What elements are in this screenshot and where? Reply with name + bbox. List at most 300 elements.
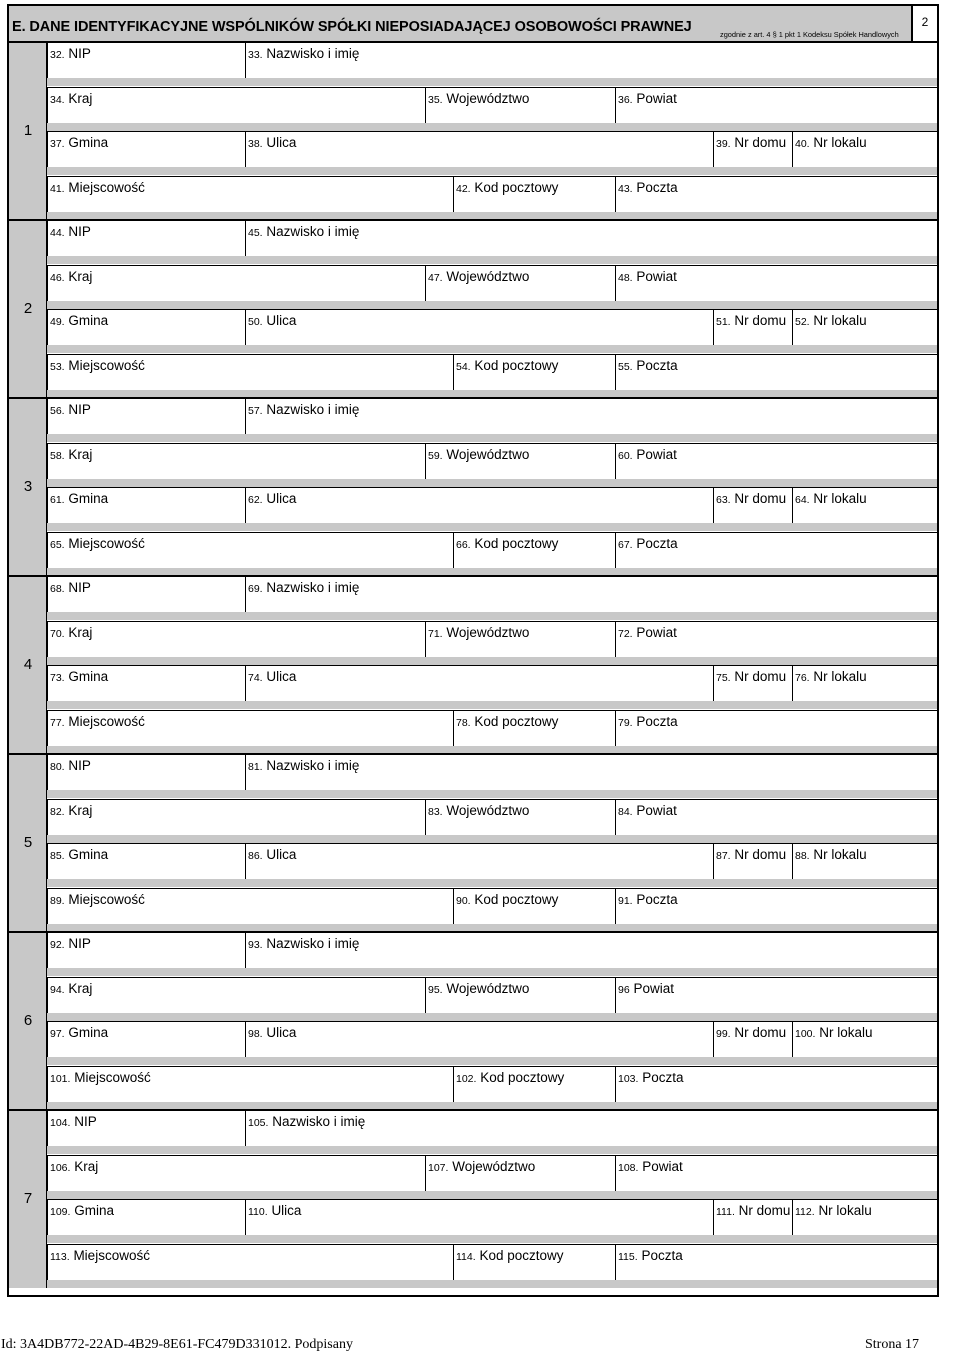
field-label: [50, 447, 92, 462]
field-kod-pocztowy[interactable]: [453, 532, 615, 568]
field-label: [248, 135, 296, 150]
field-label: [50, 358, 145, 373]
field-label: [248, 313, 296, 328]
field-poczta[interactable]: [615, 1066, 937, 1102]
field-nr-lokalu[interactable]: [792, 1199, 937, 1235]
field-nazwisko-i-imie[interactable]: [245, 754, 937, 790]
field-label: [618, 981, 674, 996]
row-separator: [47, 256, 937, 264]
field-miejscowosc[interactable]: [47, 532, 453, 568]
field-label: [248, 669, 296, 684]
field-kod-pocztowy[interactable]: [453, 710, 615, 746]
field-label: [50, 714, 145, 729]
field-label: [50, 402, 91, 417]
field-number: 88.: [795, 850, 810, 862]
field-label: [716, 491, 786, 506]
field-number: 85.: [50, 850, 65, 862]
field-wojewodztwo[interactable]: [425, 87, 615, 123]
field-label: [50, 758, 91, 773]
field-nr-domu[interactable]: [713, 1021, 792, 1057]
field-label: [50, 892, 145, 907]
partner-number: 7: [23, 1190, 33, 1207]
field-label: [248, 1203, 301, 1218]
field-label: [618, 447, 677, 462]
field-label-text: Nazwisko i imię: [266, 580, 360, 595]
field-number: 50.: [248, 316, 263, 328]
field-label-text: Kraj: [68, 624, 93, 640]
section-divider: [9, 1109, 937, 1111]
field-number: 111.: [716, 1206, 735, 1218]
field-label: [456, 714, 558, 729]
field-number: 47.: [428, 271, 443, 284]
field-nr-lokalu[interactable]: [792, 665, 937, 701]
row-separator: [47, 790, 937, 798]
field-label-text: Poczta: [636, 357, 678, 373]
section-divider: [9, 931, 937, 933]
field-label: [248, 224, 359, 239]
field-number: 68.: [50, 583, 65, 595]
field-number: 67.: [618, 538, 633, 551]
field-nazwisko-i-imie[interactable]: [245, 42, 937, 78]
section-title: E. DANE IDENTYFIKACYJNE WSPÓLNIKÓW SPÓŁKI NIEPOSIADAJĄCEJ OSOBOWOŚCI PRAWNEJ: [12, 19, 692, 35]
field-miejscowosc[interactable]: [47, 710, 453, 746]
field-label-text: Gmina: [68, 847, 109, 862]
field-gmina[interactable]: [47, 1199, 245, 1235]
field-label-text: Województwo: [446, 268, 530, 284]
field-gmina[interactable]: [47, 843, 245, 879]
field-label-text: NIP: [74, 1114, 97, 1129]
field-number: 83.: [428, 805, 443, 818]
field-number: 93.: [248, 939, 263, 951]
field-label-text: Kraj: [68, 268, 93, 284]
field-label: [248, 847, 296, 862]
field-label: [248, 1025, 296, 1040]
field-number: 108.: [618, 1161, 639, 1174]
row-separator: [47, 523, 937, 531]
row-separator: [47, 657, 937, 665]
field-kod-pocztowy[interactable]: [453, 1066, 615, 1102]
field-label-text: Nr domu: [738, 1203, 791, 1218]
field-gmina[interactable]: [47, 1021, 245, 1057]
field-nr-lokalu[interactable]: [792, 487, 937, 523]
field-ulica[interactable]: [245, 1199, 713, 1235]
field-poczta[interactable]: [615, 354, 937, 390]
field-label: [618, 1070, 683, 1085]
field-label-text: Kraj: [68, 90, 93, 106]
field-number: 52.: [795, 316, 810, 328]
field-wojewodztwo[interactable]: [425, 977, 615, 1013]
field-ulica[interactable]: [245, 843, 713, 879]
field-label: [428, 625, 529, 640]
field-label-text: Kod pocztowy: [480, 1069, 565, 1085]
field-kod-pocztowy[interactable]: [453, 354, 615, 390]
field-ulica[interactable]: [245, 131, 713, 167]
field-number: 48.: [618, 271, 633, 284]
field-label: [248, 1114, 365, 1129]
field-number: 69.: [248, 583, 263, 595]
field-label-text: Poczta: [641, 1247, 683, 1263]
field-label: [50, 1203, 114, 1218]
field-kod-pocztowy[interactable]: [453, 176, 615, 212]
field-number: 79.: [618, 716, 633, 729]
field-label-text: Nr lokalu: [813, 135, 867, 150]
field-kraj[interactable]: [47, 265, 425, 301]
field-label: [795, 491, 867, 506]
field-label-text: Nr domu: [734, 1025, 787, 1040]
field-number: 95.: [428, 983, 443, 996]
field-nip[interactable]: [47, 42, 245, 78]
field-label-text: Powiat: [636, 90, 677, 106]
field-kraj[interactable]: [47, 87, 425, 123]
field-label-text: Nazwisko i imię: [266, 402, 360, 417]
field-number: 99.: [716, 1028, 731, 1040]
field-label: [618, 803, 677, 818]
field-label-text: Kod pocztowy: [479, 1247, 564, 1263]
field-number: 100.: [795, 1028, 816, 1040]
field-miejscowosc[interactable]: [47, 888, 453, 924]
field-gmina[interactable]: [47, 131, 245, 167]
field-nr-lokalu[interactable]: [792, 309, 937, 345]
field-ulica[interactable]: [245, 487, 713, 523]
field-powiat[interactable]: [615, 799, 937, 835]
field-label: [456, 892, 558, 907]
field-label-text: Ulica: [266, 135, 297, 150]
field-label-text: Miejscowość: [68, 179, 145, 195]
field-poczta[interactable]: [615, 176, 937, 212]
field-number: 110.: [248, 1206, 268, 1218]
field-number: 46.: [50, 271, 65, 284]
document-id: Id: 3A4DB772-22AD-4B29-8E61-FC479D331012. Podpisany: [1, 1337, 353, 1352]
row-separator: [47, 968, 937, 976]
field-label: [716, 1025, 786, 1040]
field-nr-domu[interactable]: [713, 131, 792, 167]
field-label: [50, 1248, 150, 1263]
field-number: 65.: [50, 538, 65, 551]
field-label: [50, 580, 91, 595]
field-label: [248, 491, 296, 506]
field-label-text: Nazwisko i imię: [266, 224, 360, 239]
field-number: 80.: [50, 761, 65, 773]
field-label: [716, 313, 786, 328]
field-nip[interactable]: [47, 220, 245, 256]
field-gmina[interactable]: [47, 309, 245, 345]
field-poczta[interactable]: [615, 888, 937, 924]
row-separator: [47, 701, 937, 709]
row-separator: [47, 479, 937, 487]
field-number: 82.: [50, 805, 65, 818]
field-label-text: Kraj: [68, 802, 93, 818]
field-label-text: Nr lokalu: [818, 1203, 872, 1218]
field-label: [716, 1203, 790, 1218]
field-label-text: Nr lokalu: [813, 491, 867, 506]
field-powiat[interactable]: [615, 621, 937, 657]
field-powiat[interactable]: [615, 443, 937, 479]
field-kraj[interactable]: [47, 799, 425, 835]
field-label: [50, 981, 92, 996]
field-kraj[interactable]: [47, 1155, 425, 1191]
field-label-text: Nr domu: [734, 313, 787, 328]
field-label-text: Gmina: [74, 1203, 114, 1218]
field-number: 106.: [50, 1161, 71, 1174]
field-wojewodztwo[interactable]: [425, 265, 615, 301]
field-number: 97.: [50, 1028, 65, 1040]
field-number: 40.: [795, 138, 810, 150]
field-label-text: Poczta: [636, 713, 678, 729]
row-separator: [47, 167, 937, 175]
field-poczta[interactable]: [615, 532, 937, 568]
partner-number: 4: [23, 656, 33, 673]
field-label: [456, 1070, 564, 1085]
field-kraj[interactable]: [47, 977, 425, 1013]
field-number: 70.: [50, 627, 65, 640]
field-label-text: Nr lokalu: [813, 847, 867, 862]
field-number: 73.: [50, 672, 65, 684]
field-label-text: Miejscowość: [68, 891, 145, 907]
field-label-text: Miejscowość: [73, 1247, 150, 1263]
page-label: Strona 17: [865, 1337, 920, 1352]
field-nazwisko-i-imie[interactable]: [245, 398, 937, 434]
field-label-text: Ulica: [266, 491, 297, 506]
field-label: [716, 135, 786, 150]
field-label-text: Kraj: [74, 1158, 99, 1174]
legal-basis-line-1: zgodnie z art. 4 § 1 pkt 1 Kodeksu Spółek Handlowych: [720, 30, 899, 39]
field-label-text: Województwo: [446, 802, 530, 818]
field-number: 45.: [248, 227, 263, 239]
field-nip[interactable]: [47, 754, 245, 790]
field-number: 103.: [618, 1072, 639, 1085]
partner-number: 5: [23, 834, 33, 851]
field-number: 59.: [428, 449, 443, 462]
field-poczta[interactable]: [615, 1244, 937, 1280]
field-powiat[interactable]: [615, 977, 937, 1013]
field-wojewodztwo[interactable]: [425, 1155, 615, 1191]
field-label-text: Nazwisko i imię: [272, 1114, 366, 1129]
field-ulica[interactable]: [245, 309, 713, 345]
field-kraj[interactable]: [47, 443, 425, 479]
field-label: [795, 313, 867, 328]
field-label-text: Nazwisko i imię: [266, 936, 360, 951]
field-kod-pocztowy[interactable]: [453, 1244, 615, 1280]
field-label: [248, 758, 359, 773]
field-label: [456, 536, 558, 551]
field-wojewodztwo[interactable]: [425, 443, 615, 479]
field-nip[interactable]: [47, 932, 245, 968]
field-number: 76.: [795, 672, 810, 684]
field-number: 84.: [618, 805, 633, 818]
field-powiat[interactable]: [615, 1155, 937, 1191]
field-label-text: Nr lokalu: [819, 1025, 873, 1040]
field-nr-lokalu[interactable]: [792, 1021, 937, 1057]
field-number: 115.: [618, 1250, 638, 1263]
field-label: [50, 625, 92, 640]
field-label-text: Województwo: [446, 446, 530, 462]
field-label-text: Województwo: [446, 90, 530, 106]
field-label-text: Powiat: [636, 624, 677, 640]
field-nr-domu[interactable]: [713, 1199, 792, 1235]
field-poczta[interactable]: [615, 710, 937, 746]
field-label: [50, 180, 145, 195]
field-nip[interactable]: [47, 576, 245, 612]
field-miejscowosc[interactable]: [47, 1066, 453, 1102]
partner-number: 2: [23, 300, 33, 317]
field-number: 33.: [248, 49, 263, 61]
field-label-text: Poczta: [636, 535, 678, 551]
field-nr-domu[interactable]: [713, 487, 792, 523]
field-number: 87.: [716, 850, 731, 862]
field-label: [618, 714, 678, 729]
field-label: [618, 536, 678, 551]
field-wojewodztwo[interactable]: [425, 621, 615, 657]
field-label-text: Nr lokalu: [813, 313, 867, 328]
field-number: 105.: [248, 1117, 269, 1129]
field-number: 32.: [50, 49, 65, 61]
field-label-text: Nazwisko i imię: [266, 758, 360, 773]
field-number: 101.: [50, 1072, 71, 1085]
field-label-text: NIP: [68, 936, 91, 951]
field-label: [795, 1025, 872, 1040]
row-separator: [47, 1280, 937, 1288]
field-number: 55.: [618, 360, 633, 373]
field-number: 66.: [456, 538, 471, 551]
field-label: [618, 1248, 683, 1263]
field-label: [716, 669, 786, 684]
field-nr-domu[interactable]: [713, 843, 792, 879]
field-label-text: Kod pocztowy: [474, 535, 559, 551]
field-label-text: Gmina: [68, 313, 109, 328]
field-label-text: Województwo: [452, 1158, 536, 1174]
field-number: 94.: [50, 983, 65, 996]
field-label-text: Kod pocztowy: [474, 891, 559, 907]
field-label-text: Powiat: [636, 268, 677, 284]
field-label: [248, 402, 359, 417]
field-number: 90.: [456, 894, 471, 907]
field-number: 63.: [716, 494, 731, 506]
field-label: [795, 1203, 872, 1218]
field-kod-pocztowy[interactable]: [453, 888, 615, 924]
field-label: [50, 669, 108, 684]
field-powiat[interactable]: [615, 265, 937, 301]
field-kraj[interactable]: [47, 621, 425, 657]
field-nazwisko-i-imie[interactable]: [245, 576, 937, 612]
field-label: [428, 91, 529, 106]
field-label-text: Gmina: [68, 135, 109, 150]
field-label-text: Województwo: [446, 624, 530, 640]
field-number: 113.: [50, 1250, 70, 1263]
field-label: [618, 91, 677, 106]
field-number: 36.: [618, 93, 633, 106]
field-label: [618, 269, 677, 284]
field-number: 54.: [456, 360, 471, 373]
field-nazwisko-i-imie[interactable]: [245, 1110, 937, 1146]
field-nr-domu[interactable]: [713, 665, 792, 701]
field-number: 92.: [50, 939, 65, 951]
field-label-text: Miejscowość: [68, 535, 145, 551]
field-nr-lokalu[interactable]: [792, 843, 937, 879]
field-label-text: Kraj: [68, 980, 93, 996]
row-separator: [47, 1146, 937, 1154]
field-label-text: Miejscowość: [74, 1069, 151, 1085]
field-nip[interactable]: [47, 398, 245, 434]
form-part-e: [7, 4, 939, 1297]
field-label-text: Ulica: [266, 847, 297, 862]
field-number: 34.: [50, 93, 65, 106]
field-number: 78.: [456, 716, 471, 729]
partner-number: 3: [23, 478, 33, 495]
field-number: 71.: [428, 627, 443, 640]
field-nr-lokalu[interactable]: [792, 131, 937, 167]
partner-number: 6: [23, 1012, 33, 1029]
field-label: [50, 491, 108, 506]
field-label: [50, 1070, 151, 1085]
field-label-text: Nazwisko i imię: [266, 46, 360, 61]
field-label: [456, 358, 558, 373]
field-label: [50, 269, 92, 284]
field-number: 77.: [50, 716, 65, 729]
field-ulica[interactable]: [245, 1021, 713, 1057]
field-label-text: Powiat: [633, 980, 674, 996]
row-separator: [47, 301, 937, 309]
field-wojewodztwo[interactable]: [425, 799, 615, 835]
field-powiat[interactable]: [615, 87, 937, 123]
field-number: 81.: [248, 761, 263, 773]
field-number: 38.: [248, 138, 263, 150]
field-label-text: Kod pocztowy: [474, 713, 559, 729]
field-number: 102.: [456, 1072, 477, 1085]
field-number: 91.: [618, 894, 633, 907]
field-miejscowosc[interactable]: [47, 354, 453, 390]
field-label-text: NIP: [68, 758, 91, 773]
field-nip[interactable]: [47, 1110, 245, 1146]
field-nr-domu[interactable]: [713, 309, 792, 345]
field-number: 104.: [50, 1117, 71, 1129]
field-label: [50, 1159, 98, 1174]
field-nazwisko-i-imie[interactable]: [245, 932, 937, 968]
field-label: [618, 1159, 683, 1174]
row-separator: [47, 1057, 937, 1065]
field-number: 42.: [456, 182, 471, 195]
header-divider: [9, 41, 937, 43]
field-number: 96: [618, 983, 630, 996]
field-label: [50, 536, 145, 551]
field-label-text: Poczta: [642, 1069, 684, 1085]
field-gmina[interactable]: [47, 487, 245, 523]
field-number: 53.: [50, 360, 65, 373]
field-number: 62.: [248, 494, 263, 506]
field-label: [50, 46, 91, 61]
field-label: [50, 1025, 108, 1040]
field-number: 51.: [716, 316, 731, 328]
field-number: 72.: [618, 627, 633, 640]
field-label-text: Nr domu: [734, 135, 787, 150]
field-nazwisko-i-imie[interactable]: [245, 220, 937, 256]
row-separator: [47, 1235, 937, 1243]
field-number: 75.: [716, 672, 731, 684]
field-miejscowosc[interactable]: [47, 1244, 453, 1280]
field-label-text: Ulica: [271, 1203, 302, 1218]
field-label: [795, 847, 867, 862]
field-label-text: Powiat: [636, 446, 677, 462]
row-separator: [47, 879, 937, 887]
field-ulica[interactable]: [245, 665, 713, 701]
field-miejscowosc[interactable]: [47, 176, 453, 212]
field-label-text: Miejscowość: [68, 713, 145, 729]
field-label-text: NIP: [68, 402, 91, 417]
field-label-text: Nr domu: [734, 491, 787, 506]
field-gmina[interactable]: [47, 665, 245, 701]
field-label: [618, 358, 678, 373]
field-label: [428, 803, 529, 818]
field-number: 74.: [248, 672, 263, 684]
